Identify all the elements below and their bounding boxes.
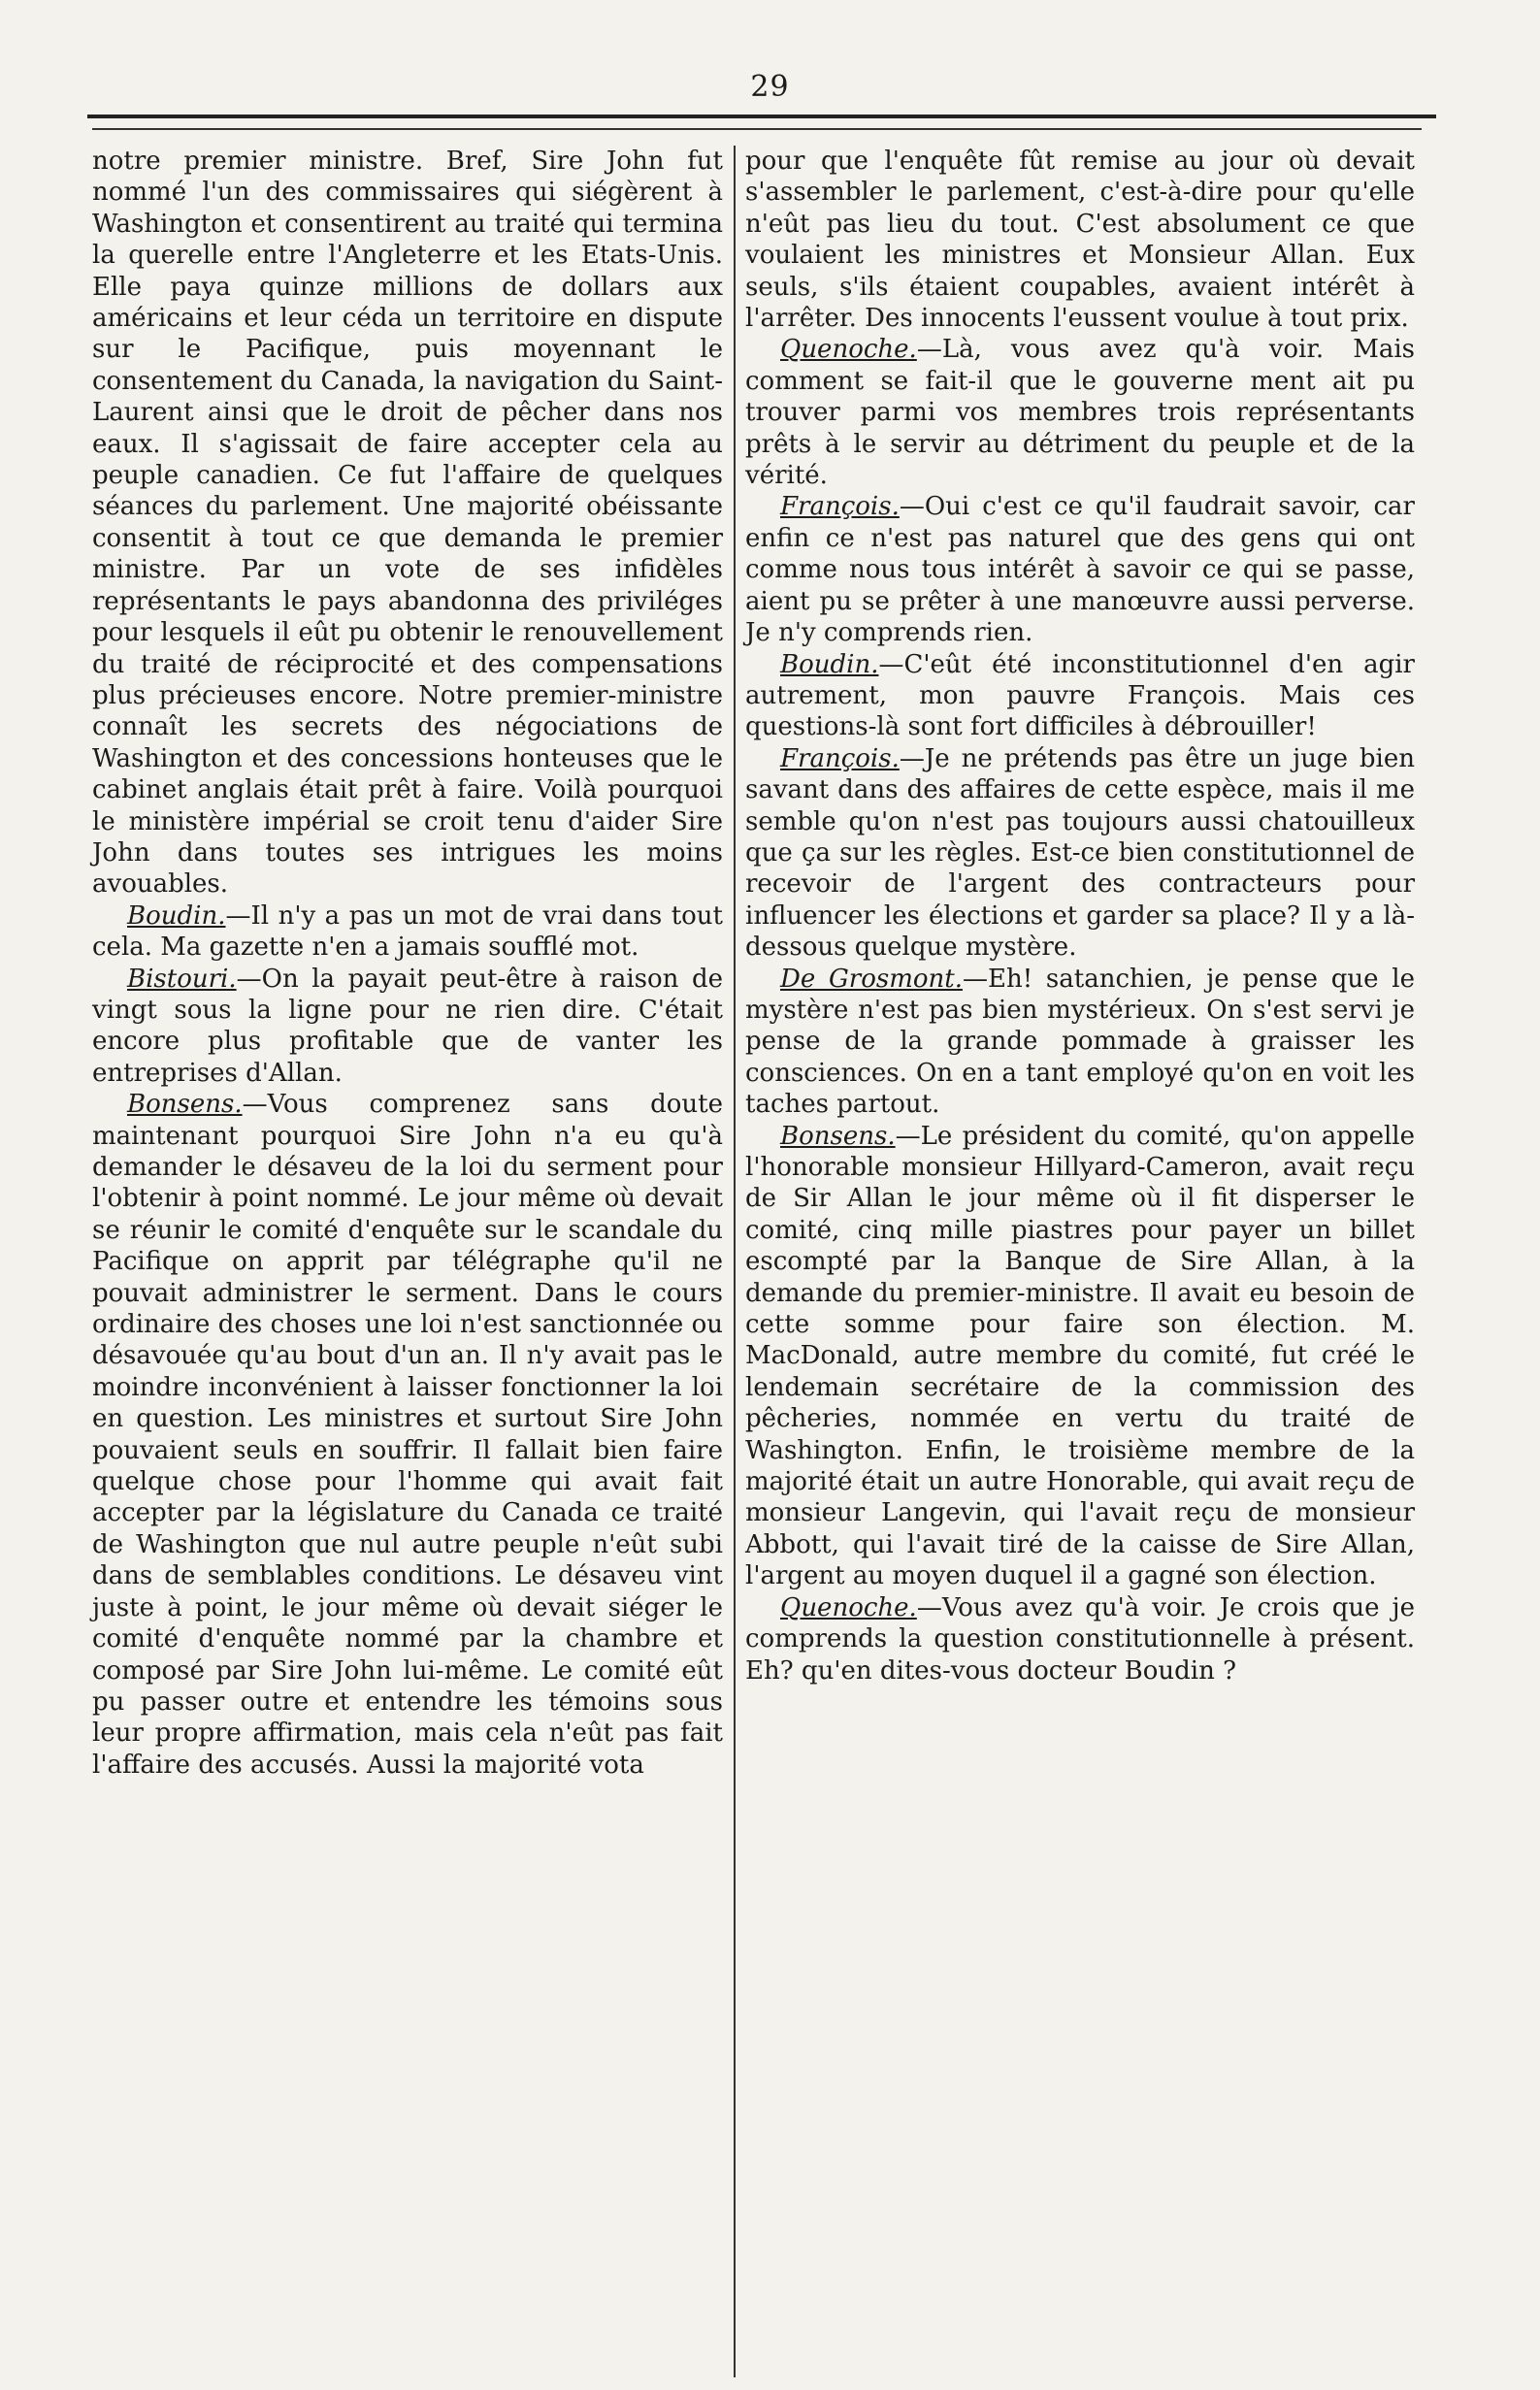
right-paragraph-2 xyxy=(745,491,1415,648)
right-paragraph-1 xyxy=(745,334,1415,491)
left-text-0: notre premier ministre. Bref, Sire John fut nommé l'un des commissaires qui siégèrent à Washington et consentirent au traité qui termina la querelle entre l'Angleterre et les Etats-Unis. Elle paya quinze millions de dollars aux américains et leur céda un territoire en dispute sur le Pacifique, puis moyennant le consentement du Canada, la navigation du Saint-Laurent ainsi que le droit de pêcher dans nos eaux. Il s'agissait de faire accepter cela au peuple canadien. Ce fut l'affaire de quelques séances du parlement. Une majorité obéissante consentit à tout ce que demanda le premier ministre. Par un vote de ses infidèles représentants le pays abandonna des priviléges pour lesquels il eût pu obtenir le renouvellement du traité de réciprocité et des compensations plus précieuses encore. Notre premier-ministre connaît les secrets des négociations de Washington et des concessions honteuses que le cabinet anglais était prêt à faire. Voilà pourquoi le ministère impérial se croit tenu d'aider Sire John dans toutes ses intrigues les moins avouables. xyxy=(92,147,723,900)
speaker-name: Bistouri. xyxy=(127,964,237,994)
right-text-3: —C'eût été inconstitutionnel d'en agir autrement, mon pauvre François. Mais ces questions-là sont fort difficiles à débrouiller! xyxy=(745,649,1415,742)
speaker-name: De Grosmont. xyxy=(780,964,963,994)
right-paragraph-4 xyxy=(745,743,1415,964)
header-rule-thin xyxy=(92,128,1422,130)
right-paragraph-5 xyxy=(745,964,1415,1121)
right-paragraph-6 xyxy=(745,1121,1415,1592)
speaker-name: François. xyxy=(780,492,900,522)
speaker-name: Quenoche. xyxy=(780,1592,917,1622)
right-paragraph-3 xyxy=(745,649,1415,743)
page-number: 29 xyxy=(750,70,790,104)
left-paragraph-2 xyxy=(92,964,723,1090)
left-text-2: —On la payait peut-être à raison de vingt sous la ligne pour ne rien dire. C'était encore plus profitable que de vanter les entreprises d'Allan. xyxy=(92,964,723,1088)
speaker-name: Quenoche. xyxy=(780,335,917,365)
left-column xyxy=(92,146,723,1781)
right-paragraph-0 xyxy=(745,146,1415,334)
right-text-0: pour que l'enquête fût remise au jour où devait s'assembler le parlement, c'est-à-dire pour qu'elle n'eût pas lieu du tout. C'est absolument ce que voulaient les ministres et Monsieur Allan. Eux seuls, s'ils étaient coupables, avaient intérêt à l'arrêter. Des innocents l'eussent voulue à tout prix. xyxy=(745,147,1415,334)
right-text-2: —Oui c'est ce qu'il faudrait savoir, car enfin ce n'est pas naturel que des gens qui ont comme nous tous intérêt à savoir ce qui se passe, aient pu se prêter à une manœuvre aussi perverse. Je n'y comprends rien. xyxy=(745,492,1415,648)
speaker-name: Bonsens. xyxy=(780,1121,896,1151)
right-text-1: —Là, vous avez qu'à voir. Mais comment se fait-il que le gouverne ment ait pu trouver parmi vos membres trois représentants prêts à le servir au détriment du peuple et de la vérité. xyxy=(745,335,1415,491)
speaker-name: François. xyxy=(780,743,900,773)
left-paragraph-1 xyxy=(92,900,723,964)
speaker-name: Boudin. xyxy=(127,900,226,931)
right-paragraph-7 xyxy=(745,1592,1415,1686)
header-rule xyxy=(87,115,1436,118)
speaker-name: Bonsens. xyxy=(127,1090,243,1120)
right-text-7: —Vous avez qu'à voir. Je crois que je comprends la question constitutionnelle à présent. Eh? qu'en dites-vous docteur Boudin ? xyxy=(745,1592,1415,1686)
right-column xyxy=(745,146,1415,1686)
left-text-3: —Vous comprenez sans doute maintenant pourquoi Sire John n'a eu qu'à demander le désaveu de la loi du serment pour l'obtenir à point nommé. Le jour même où devait se réunir le comité d'enquête sur le scandale du Pacifique on apprit par télégraphe qu'il ne pouvait administrer le serment. Dans le cours ordinaire des choses une loi n'est sanctionnée ou désavouée qu'au bout d'un an. Il n'y avait pas le moindre inconvénient à laisser fonctionner la loi en question. Les ministres et surtout Sire John pouvaient seuls en souffrir. Il fallait bien faire quelque chose pour l'homme qui avait fait accepter par la législature du Canada ce traité de Washington que nul autre peuple n'eût subi dans de semblables conditions. Le désaveu vint juste à point, le jour même où devait siéger le comité d'enquête nommé par la chambre et composé par Sire John lui-même. Le comité eût pu passer outre et entendre les témoins sous leur propre affirmation, mais cela n'eût pas fait l'affaire des accusés. Aussi la majorité vota xyxy=(92,1090,723,1780)
right-text-5: —Eh! satanchien, je pense que le mystère n'est pas bien mystérieux. On s'est servi je pense de la grande pommade à graisser les consciences. On en a tant employé qu'on en voit les taches partout. xyxy=(745,964,1415,1120)
right-text-6: —Le président du comité, qu'on appelle l'honorable monsieur Hillyard-Cameron, avait reçu de Sir Allan le jour même où il fit disperser le comité, cinq mille piastres pour payer un billet escompté par la Banque de Sire Allan, à la demande du premier-ministre. Il avait eu besoin de cette somme pour faire son élection. M. MacDonald, autre membre du comité, fut créé le lendemain secrétaire de la commission des pêcheries, nommée en vertu du traité de Washington. Enfin, le troisième membre de la majorité était un autre Honorable, qui avait reçu de monsieur Langevin, qui l'avait reçu de monsieur Abbott, qui l'avait tiré de la caisse de Sire Allan, l'argent au moyen duquel il a gagné son élection. xyxy=(745,1121,1415,1591)
left-paragraph-0 xyxy=(92,146,723,900)
right-text-4: —Je ne prétends pas être un juge bien savant dans des affaires de cette espèce, mais il me semble qu'on n'est pas toujours aussi chatouilleux que ça sur les règles. Est-ce bien constitutionnel de recevoir de l'argent des contracteurs pour influencer les élections et garder sa place? Il y a là-dessous quelque mystère. xyxy=(745,743,1415,963)
left-text-1: —Il n'y a pas un mot de vrai dans tout cela. Ma gazette n'en a jamais soufflé mot. xyxy=(92,900,723,963)
column-divider xyxy=(734,146,736,2377)
left-paragraph-3 xyxy=(92,1089,723,1781)
speaker-name: Boudin. xyxy=(780,649,879,679)
